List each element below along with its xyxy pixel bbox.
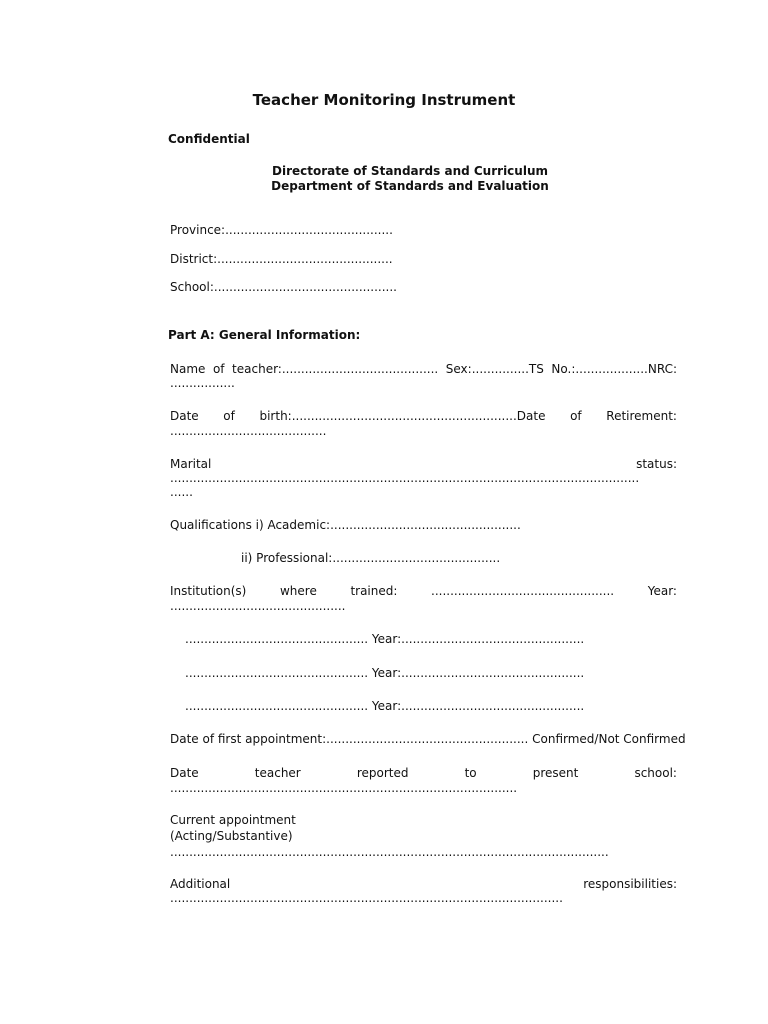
current-appointment-label: Current appointment	[170, 813, 296, 827]
retirement-continuation: .........................................	[170, 424, 327, 438]
school-field: School:................................................	[170, 280, 397, 294]
birth-retirement-line	[170, 409, 677, 423]
responsibilities-label: responsibilities:	[583, 877, 677, 891]
first-appointment-field: Date of first appointment:..................................................... Confirmed/Not Confirmed	[170, 732, 686, 746]
word: of	[212, 362, 225, 376]
document-title: Teacher Monitoring Instrument	[252, 91, 516, 109]
district-field: District:..............................................	[170, 252, 393, 266]
teacher-name-continuation: .................	[170, 376, 235, 390]
reported-date-field: ...........................................................................................	[170, 781, 518, 795]
word: Institution(s)	[170, 584, 247, 598]
department-heading: Department of Standards and Evaluation	[271, 179, 549, 193]
word: Date	[170, 766, 199, 780]
additional-responsibilities-field: .......................................................................................................	[170, 891, 563, 905]
marital-status-line	[170, 457, 677, 471]
ts-no-nrc-field: No.:...................NRC:	[551, 362, 677, 376]
word: teacher	[254, 766, 301, 780]
word: present	[532, 766, 579, 780]
current-appointment-field: ...................................................................................................................	[170, 845, 609, 859]
marital-status-field: ...........................................................................................................................	[170, 471, 640, 485]
word: of	[570, 409, 582, 423]
marital-status-continuation: ......	[170, 485, 193, 499]
word: to	[464, 766, 477, 780]
part-a-heading: Part A: General Information:	[168, 328, 361, 342]
word: trained:	[350, 584, 398, 598]
teacher-name-field: teacher:.........................................	[232, 362, 439, 376]
year-label: Year:	[647, 584, 677, 598]
acting-substantive-label: (Acting/Substantive)	[170, 829, 293, 843]
date-of-birth-field: birth:...........................................................Date	[259, 409, 546, 423]
word: where	[279, 584, 317, 598]
institution-field: ................................................	[431, 584, 615, 598]
institution-continuation: ..............................................	[170, 599, 346, 613]
directorate-heading: Directorate of Standards and Curriculum	[272, 164, 548, 178]
sex-ts-field: Sex:...............TS	[445, 362, 544, 376]
institution-year-row: ................................................ Year:................................................	[185, 666, 585, 680]
word: Date	[170, 409, 199, 423]
word: Additional	[170, 877, 231, 891]
confidential-label: Confidential	[168, 132, 250, 146]
word: Marital	[170, 457, 212, 471]
word: reported	[356, 766, 409, 780]
school-label: school:	[634, 766, 677, 780]
retirement-field: Retirement:	[606, 409, 677, 423]
marital-status-label: status:	[636, 457, 677, 471]
institution-year-row: ................................................ Year:................................................	[185, 632, 585, 646]
institution-line	[170, 584, 677, 598]
academic-qualifications-field: Qualifications i) Academic:..................................................	[170, 518, 521, 532]
institution-year-row: ................................................ Year:................................................	[185, 699, 585, 713]
province-field: Province:............................................	[170, 223, 393, 237]
additional-responsibilities-line	[170, 877, 677, 891]
word: Name	[170, 362, 206, 376]
professional-qualifications-field: ii) Professional:............................................	[241, 551, 501, 565]
teacher-name-line	[170, 362, 677, 376]
reported-date-line	[170, 766, 677, 780]
word: of	[223, 409, 235, 423]
